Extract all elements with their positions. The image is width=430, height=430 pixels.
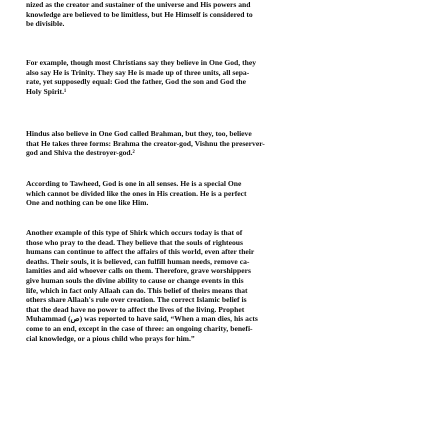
text-line: cial knowledge, or a pious child who prays for him.”: [26, 333, 195, 343]
text-line: According to Tawheed, God is one in all senses. He is a special One: [26, 179, 242, 188]
text-line: Another example of this type of Shirk which occurs today is that of: [26, 228, 243, 237]
text-line: deaths. Their souls, it is believed, can fulfill human needs, remove ca-: [26, 256, 250, 266]
text-line: Holy Spirit.¹: [26, 86, 67, 96]
text-line: which cannot be divided like the ones in His creation. He is a perfect: [26, 188, 247, 198]
text-line: Muhammad (ص) was reported to have said, “When a man dies, his acts: [26, 314, 258, 324]
paragraph-hindu-brahman: [26, 129, 416, 158]
text-line: life, which in fact only Allaah can do. This belief of theirs means that: [26, 285, 248, 295]
paragraph-tawheed: [26, 179, 416, 208]
text-line: god and Shiva the destroyer-god.²: [26, 148, 135, 158]
text-line: those who pray to the dead. They believe that the souls of righteous: [26, 237, 243, 247]
text-line: come to an end, except in the case of three: an ongoing charity, benefi-: [26, 323, 253, 333]
paragraph-shirk-dead: [26, 228, 416, 343]
paragraph-god-description: [26, 0, 416, 29]
text-line: One and nothing can be one like Him.: [26, 198, 149, 208]
text-line: For example, though most Christians say they believe in One God, they: [26, 58, 256, 67]
text-line: be divisible.: [26, 19, 65, 29]
text-line: knowledge are believed to be limitless, but He Himself is considered to: [26, 9, 253, 19]
text-line: nized as the creator and sustainer of the universe and His powers and: [26, 0, 251, 9]
text-line: also say He is Trinity. They say He is made up of three units, all sepa-: [26, 67, 250, 77]
text-line: rate, yet supposedly equal: God the father, God the son and God the: [26, 77, 246, 87]
text-line: lamities and aid whoever calls on them. Therefore, grave worshippers: [26, 266, 251, 276]
text-line: humans can continue to affect the affairs of this world, even after their: [26, 247, 255, 257]
text-line: Hindus also believe in One God called Brahman, but they, too, believe: [26, 129, 252, 138]
text-line: give human souls the divine ability to cause or change events in this: [26, 275, 244, 285]
text-line: that the dead have no power to affect the lives of the living. Prophet: [26, 304, 245, 314]
paragraph-christian-trinity: [26, 58, 416, 96]
text-line: that He takes three forms: Brahma the creator-god, Vishnu the preserver-: [26, 138, 265, 148]
text-line: others share Allaah's rule over creation. The correct Islamic belief is: [26, 295, 247, 305]
